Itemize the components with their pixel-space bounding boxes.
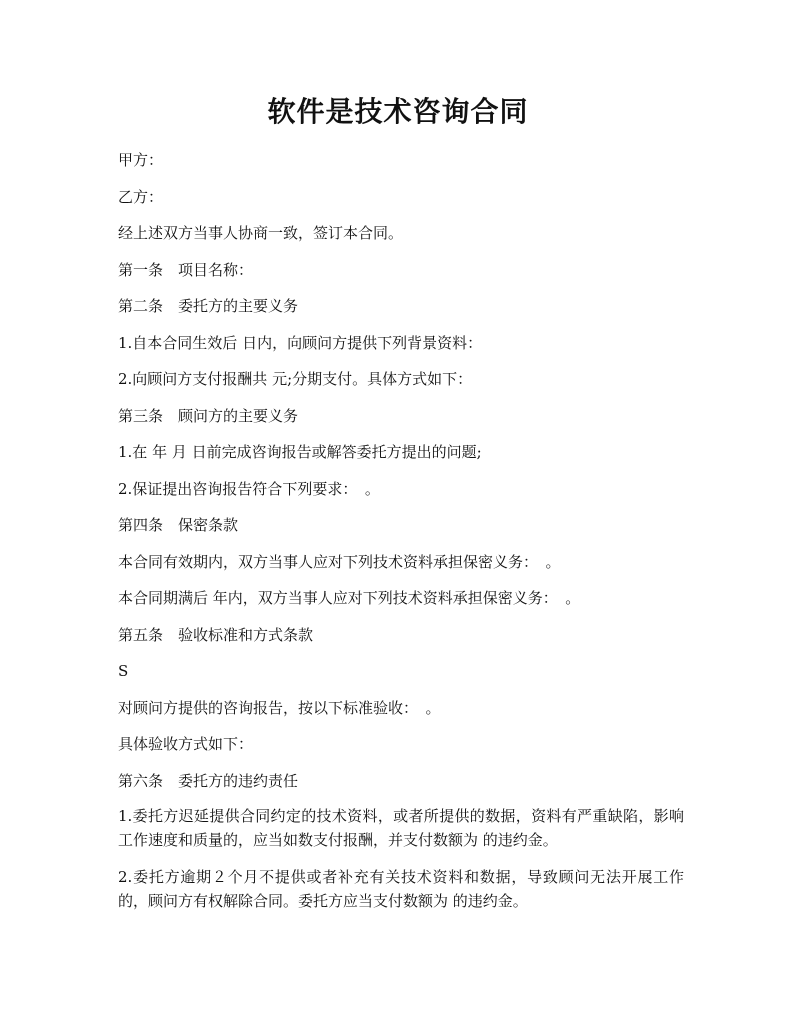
article-2-clause-2: 2.向顾问方支付报酬共 元;分期支付。具体方式如下： [118,370,473,388]
article-3-clause-2: 2.保证提出咨询报告符合下列要求： 。 [118,479,380,498]
article-6-heading: 第六条 委托方的违约责任 [118,771,299,790]
article-5-clause-1: 对顾问方提供的咨询报告，按以下标准验收： 。 [118,698,441,717]
party-a-line: 甲方： [118,151,164,169]
article-1-heading: 第一条 项目名称： [118,260,254,279]
party-b-line: 乙方： [118,187,164,206]
article-3-clause-1: 1.在 年 月 日前完成咨询报告或解答委托方提出的问题; [118,443,482,461]
article-2-clause-1: 1.自本合同生效后 日内，向顾问方提供下列背景资料： [118,333,483,352]
article-4-heading: 第四条 保密条款 [118,516,239,534]
document-title: 软件是技术咨询合同 [267,95,529,128]
article-4-clause-1: 本合同有效期内，双方当事人应对下列技术资料承担保密义务： 。 [118,552,561,571]
article-3-heading: 第三条 顾问方的主要义务 [118,406,299,425]
article-5-heading: 第五条 验收标准和方式条款 [118,625,314,644]
agreement-statement: 经上述双方当事人协商一致，签订本合同。 [118,224,404,242]
article-2-heading: 第二条 委托方的主要义务 [118,297,299,315]
article-4-clause-2: 本合同期满后 年内，双方当事人应对下列技术资料承担保密义务： 。 [118,589,581,607]
article-6-clause-2: 2.委托方逾期２个月不提供或者补充有关技术资料和数据，导致顾问无法开展工作的，顾问方有权解除合同。委托方应当支付数额为 的违约金。 [118,867,684,910]
document-body [118,147,684,925]
article-6-clause-1: 1.委托方迟延提供合同约定的技术资料，或者所提供的数据，资料有严重缺陷，影响工作速度和质量的，应当如数支付报酬，并支付数额为 的违约金。 [118,807,684,849]
stray-s-text: S [118,662,129,680]
article-5-clause-2: 具体验收方式如下： [118,735,254,753]
